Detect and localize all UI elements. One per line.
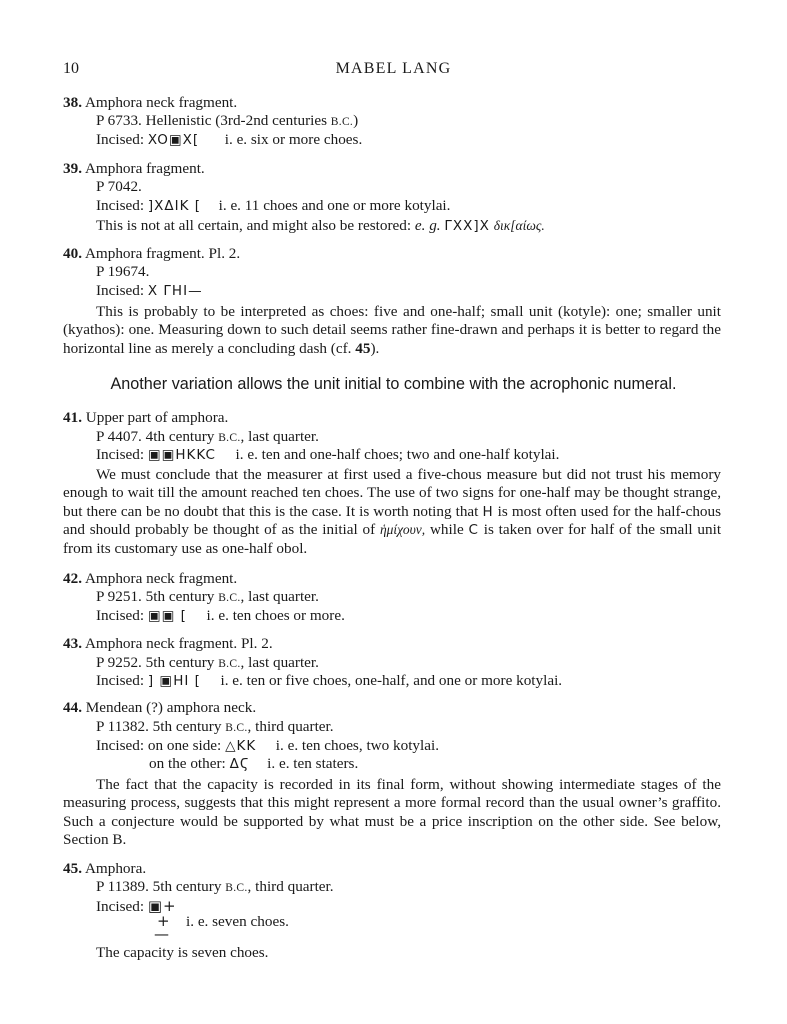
incised-sign: XO▣X[ [147, 132, 200, 148]
entry-number: 39. [63, 160, 82, 177]
incised-label: Incised: [96, 131, 145, 148]
date-era: B.C. [218, 432, 241, 444]
entry-number: 38. [63, 94, 82, 111]
note-eg: e. g. [414, 217, 441, 234]
entry-43-title-line [63, 635, 273, 653]
inventory-text: P 11389. 5th century [96, 878, 226, 895]
incised-label: Incised: [96, 282, 145, 299]
paragraph-text: while [429, 521, 464, 539]
entry-title: Amphora fragment. [84, 160, 205, 177]
entry-44-paragraph: The fact that the capacity is recorded in its final form, without showing intermediate stages of the measuring process, suggests that this might represent a more formal record than the usual owner’s graffito. Such a conjecture would be supported by what must be a price inscription on the other side. See below, Section B. [63, 776, 721, 849]
entry-41-inventory [96, 428, 319, 447]
entry-title: Mendean (?) amphora neck. [85, 699, 257, 716]
entry-44-incised-side-one [96, 737, 439, 755]
incised-label: Incised: [96, 898, 145, 915]
note-sign: ΓXX]X [444, 218, 490, 234]
entry-44-incised-side-two [149, 755, 358, 773]
entry-38-incised [96, 131, 362, 149]
entry-40-paragraph [63, 303, 721, 358]
inventory-text-end: , third quarter. [247, 718, 334, 735]
entry-number: 43. [63, 635, 82, 652]
entry-title: Amphora neck fragment. [84, 570, 238, 587]
entry-44-inventory [96, 718, 334, 737]
incised-sign-top: ▣+ [147, 897, 177, 915]
note-greek: δικ[αίως. [493, 218, 545, 233]
inventory-text: P 11382. 5th century [96, 718, 226, 735]
note-text: This is not at all certain, and might also be restored: [96, 217, 412, 234]
entry-title: Upper part of amphora. [85, 409, 229, 426]
entry-41-incised [96, 446, 559, 464]
incised-side-label: on one side: [147, 737, 222, 754]
inline-greek: ἡμίχουν, [379, 522, 426, 538]
entry-title: Amphora. [84, 860, 147, 877]
incised-sign: ]XΔIK [ [147, 198, 202, 214]
entry-42-inventory [96, 588, 319, 607]
incised-sign: ] ▣HI [ [147, 673, 201, 689]
incised-sign: ▣▣ [ [147, 608, 187, 624]
inventory-text-end: , last quarter. [240, 654, 319, 671]
incised-label: Incised: [96, 446, 145, 463]
inventory-text-end: , last quarter. [240, 588, 319, 605]
entry-44-title-line [63, 699, 256, 717]
paragraph-text: is most often used for the half-chous and should probably be thought of as the initial of [63, 502, 722, 539]
incised-sign: ΔϚ [229, 756, 250, 772]
entry-39-inventory: P 7042. [96, 178, 142, 195]
incised-gloss: i. e. six or more choes. [224, 131, 363, 148]
entry-45-inventory [96, 878, 334, 897]
inventory-text-end: , last quarter. [240, 428, 319, 445]
paragraph-text: This is probably to be interpreted as choes: five and one-half; small unit (kotyle): one; smaller unit (kyathos): one. Measuring down to such detail seems rather fine-drawn and perhaps it is better to regard the horizontal line as merely a concluding dash (cf. [63, 303, 721, 357]
entry-42-incised [96, 607, 345, 625]
date-era: B.C. [218, 658, 241, 670]
entry-45-incised-gloss: i. e. seven choes. [186, 913, 289, 930]
entry-45-paragraph: The capacity is seven choes. [96, 944, 269, 961]
incised-label: Incised: [96, 672, 145, 689]
running-head: MABEL LANG [335, 60, 452, 77]
entry-43-incised [96, 672, 562, 690]
entry-40-incised [96, 282, 203, 300]
incised-label: Incised: [96, 607, 145, 624]
paragraph-text: We must conclude that the measurer at first used a five-chous measure but did not trust his memory enough to wait till the amount reached ten choes. The use of two signs for one-half may be thought strange, but there can be no doubt that this is the case. It is worth noting that [63, 466, 721, 520]
entry-39-incised [96, 197, 450, 215]
entry-number: 40. [63, 245, 82, 262]
date-era: B.C. [225, 882, 248, 894]
incised-sign: ▣▣HKKC [147, 447, 216, 463]
cross-reference: 45 [355, 339, 371, 357]
paragraph-text: is taken over for half of the small unit from its customary use as one-half obol. [63, 521, 722, 557]
entry-39-note [96, 217, 545, 235]
entry-38-title-line [63, 94, 237, 112]
entry-title: Amphora neck fragment. Pl. 2. [84, 635, 273, 652]
entry-number: 44. [63, 699, 82, 716]
date-era: B.C. [330, 116, 354, 128]
entry-42-title-line [63, 570, 237, 588]
entry-41-paragraph [63, 466, 721, 558]
entry-number: 41. [63, 409, 82, 426]
incised-gloss: i. e. ten staters. [267, 755, 359, 772]
entry-number: 45. [63, 860, 82, 877]
inventory-text-end: ) [353, 112, 359, 129]
inventory-text: P 9252. 5th century [96, 654, 219, 671]
incised-sign-bottom: — [154, 925, 170, 943]
inventory-text: P 4407. 4th century [96, 428, 219, 445]
entry-39-title-line [63, 160, 205, 178]
incised-gloss: i. e. 11 choes and one or more kotylai. [218, 197, 451, 214]
incised-sign-middle: + [157, 912, 171, 930]
entry-title: Amphora neck fragment. [84, 94, 238, 111]
entry-number: 42. [63, 570, 82, 587]
entry-45-title-line [63, 860, 146, 878]
incised-label: Incised: [96, 197, 145, 214]
entry-title: Amphora fragment. Pl. 2. [84, 245, 241, 262]
inventory-text: P 9251. 5th century [96, 588, 219, 605]
entry-38-inventory [96, 112, 358, 131]
entry-41-title-line [63, 409, 228, 427]
incised-sign: X ΓHI— [147, 283, 203, 299]
entry-40-inventory: P 19674. [96, 263, 150, 280]
date-era: B.C. [218, 592, 241, 604]
paragraph-text-end: ). [370, 339, 380, 357]
entry-43-inventory [96, 654, 319, 673]
entry-40-title-line [63, 245, 240, 263]
inline-sign: H [482, 503, 494, 520]
section-heading: Another variation allows the unit initial to combine with the acrophonic numeral. [110, 375, 677, 393]
page-number: 10 [63, 60, 79, 77]
inventory-text-end: , third quarter. [247, 878, 334, 895]
incised-sign: △KK [225, 738, 257, 754]
date-era: B.C. [225, 722, 248, 734]
incised-gloss: i. e. ten or five choes, one-half, and one or more kotylai. [220, 672, 563, 689]
incised-label: Incised: [96, 737, 145, 754]
inline-sign: C [468, 522, 479, 539]
inventory-text: P 6733. Hellenistic (3rd-2nd centuries [96, 112, 331, 129]
incised-gloss: i. e. ten and one-half choes; two and one-half kotylai. [235, 446, 560, 463]
incised-gloss: i. e. ten choes or more. [206, 607, 345, 624]
incised-side-label: on the other: [149, 755, 226, 772]
incised-gloss: i. e. ten choes, two kotylai. [275, 737, 439, 754]
